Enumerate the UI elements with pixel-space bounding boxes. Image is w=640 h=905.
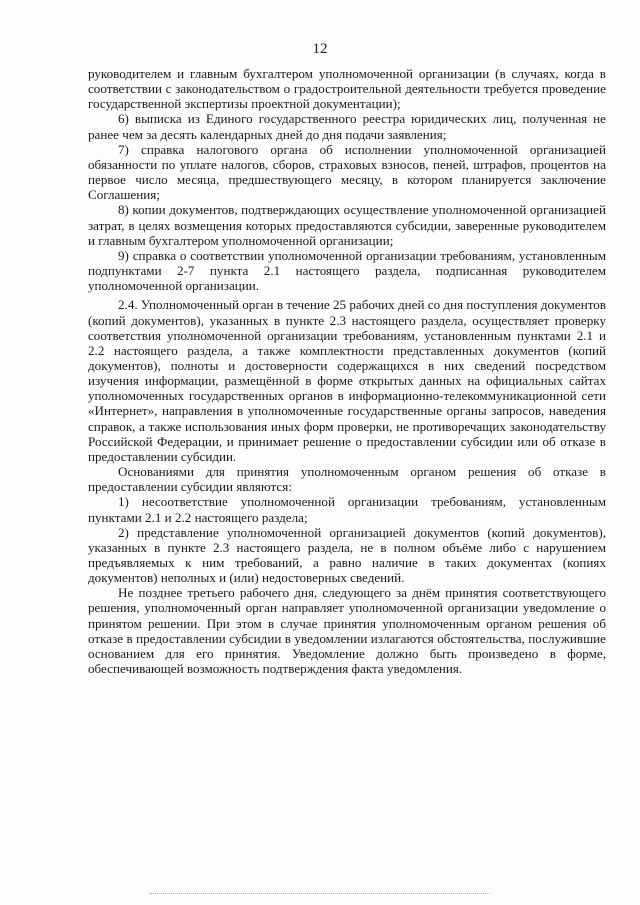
paragraph-continuation: руководителем и главным бухгалтером уполномоченной организации (в случаях, когда в соответствии с законодательством о градостроительной деятельности требуется проведение государственной экспертизы проектной документации);: [88, 66, 606, 112]
list-item-6: 6) выписка из Единого государственного реестра юридических лиц, полученная не ранее чем за десять календарных дней до дня подачи заявления;: [88, 111, 606, 142]
scan-artifact-line: [150, 893, 490, 896]
document-body: [88, 66, 606, 676]
page-number: 12: [312, 41, 328, 57]
list-item-9: 9) справка о соответствии уполномоченной организации требованиям, установленным подпунктами 2-7 пункта 2.1 настоящего раздела, подписанная руководителем уполномоченной организации.: [88, 247, 606, 294]
refusal-ground-1: 1) несоответствие уполномоченной организации требованиям, установленным пунктами 2.1 и 2.2 настоящего раздела;: [88, 494, 606, 525]
refusal-ground-2: 2) представление уполномоченной организацией документов (копий документов), указанных в пункте 2.3 настоящего раздела, не в полном объёме либо с нарушением предъявляемых к ним требований, а равно наличие в таких документах (копиях документов) неполных и (или) недостоверных сведений.: [88, 524, 606, 586]
list-item-7: 7) справка налогового органа об исполнении уполномоченной организацией обязанности по уплате налогов, сборов, страховых взносов, пеней, штрафов, процентов на первое число месяца, предшествующего месяцу, в котором планируется заключение Соглашения;: [88, 141, 606, 203]
list-item-8: 8) копии документов, подтверждающих осуществление уполномоченной организацией затрат, в целях возмещения которых предоставляются субсидии, заверенные руководителем и главным бухгалтером уполномоченной организации;: [88, 202, 606, 248]
section-2-4: 2.4. Уполномоченный орган в течение 25 рабочих дней со дня поступления документов (копий документов), указанных в пункте 2.3 настоящего раздела, осуществляет проверку соответствия уполномоченной организации требованиям, установленным пунктами 2.1 и 2.2 настоящего раздела, а также комплектности представленных документов (копий документов), полноты и достоверности содержащихся в них сведений посредством изучения информации, размещённой в форме открытых данных на официальных сайтах уполномоченных государственных органов в информационно-телекоммуникационной сети «Интернет», направления в уполномоченные государственные органы запросов, наведения справок, а также использования иных форм проверки, не противоречащих законодательству Российской Федерации, и принимает решение о предоставлении субсидии или об отказе в предоставлении субсидии.: [88, 297, 606, 464]
notification-paragraph: Не позднее третьего рабочего дня, следующего за днём принятия соответствующего решения, уполномоченный орган направляет уполномоченной организации уведомление о принятом решении. При этом в случае принятия уполномоченным органом решения об отказе в предоставлении субсидии в уведомлении излагаются обстоятельства, послужившие основанием для его принятия. Уведомление должно быть произведено в форме, обеспечивающей возможность подтверждения факта уведомления.: [88, 585, 606, 677]
refusal-grounds-intro: Основаниями для принятия уполномоченным органом решения об отказе в предоставлении субсидии являются:: [88, 464, 606, 495]
